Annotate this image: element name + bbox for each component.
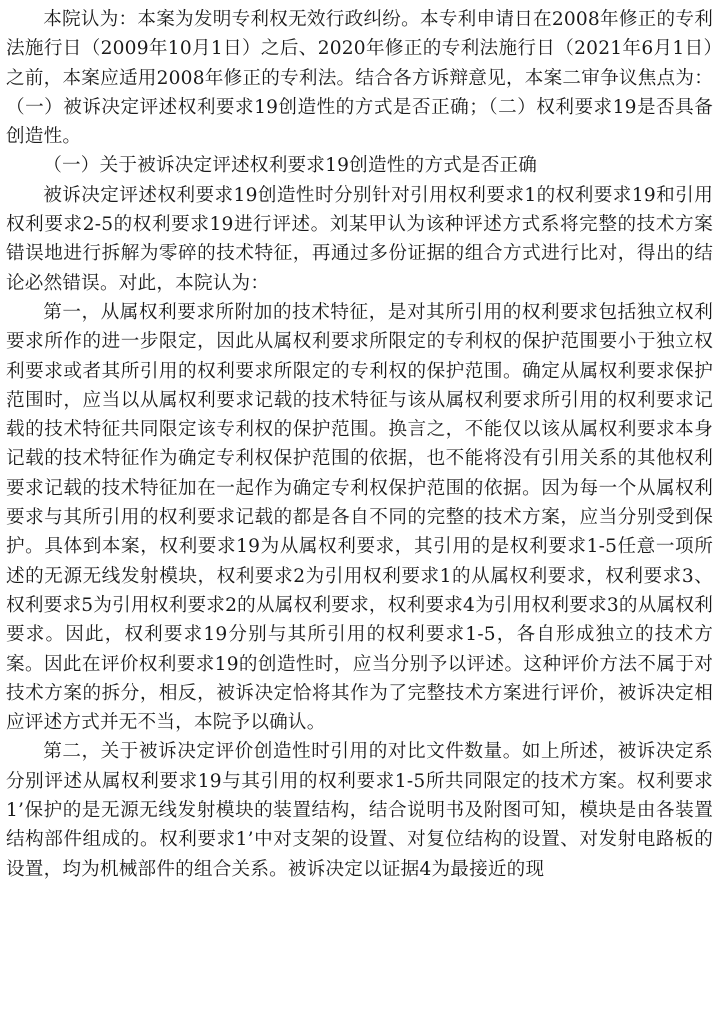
paragraph-point-two: 第二，关于被诉决定评价创造性时引用的对比文件数量。如上所述，被诉决定系分别评述从属权利要求19与其引用的权利要求1-5所共同限定的技术方案。权利要求1’保护的是无源无线发射模块的装置结构，结合说明书及附图可知，模块是由各装置结构部件组成的。权利要求1’中对支架的设置、对复位结构的设置、对发射电路板的设置，均为机械部件的组合关系。被诉决定以证据4为最接近的现 (6, 741, 713, 880)
paragraph-point-one: 第一，从属权利要求所附加的技术特征，是对其所引用的权利要求包括独立权利要求所作的进一步限定，因此从属权利要求所限定的专利权的保护范围要小于独立权利要求或者其所引用的权利要求所限定的专利权的保护范围。确定从属权利要求保护范围时，应当以从属权利要求记载的技术特征与该从属权利要求所引用的权利要求记载的技术特征共同限定该专利权的保护范围。换言之，不能仅以该从属权利要求本身记载的技术特征作为确定专利权保护范围的依据，也不能将没有引用关系的其他权利要求记载的技术特征加在一起作为确定专利权保护范围的依据。因为每一个从属权利要求与其所引用的权利要求记载的都是各自不同的完整的技术方案，应当分别受到保护。具体到本案，权利要求19为从属权利要求，其引用的是权利要求1-5任意一项所述的无源无线发射模块，权利要求2为引用权利要求1的从属权利要求，权利要求3、权利要求5为引用权利要求2的从属权利要求，权利要求4为引用权利要求3的从属权利要求。因此，权利要求19分别与其所引用的权利要求1-5，各自形成独立的技术方案。因此在评价权利要求19的创造性时，应当分别予以评述。这种评价方法不属于对技术方案的拆分，相反，被诉决定恰将其作为了完整技术方案进行评价，被诉决定相应评述方式并无不当，本院予以确认。 (6, 301, 713, 734)
paragraph-court-opinion-intro: 本院认为：本案为发明专利权无效行政纠纷。本专利申请日在2008年修正的专利法施行日（2009年10月1日）之后、2020年修正的专利法施行日（2021年6月1日）之前，本案应适用2008年修正的专利法。结合各方诉辩意见，本案二审争议焦点为：（一）被诉决定评述权利要求19创造性的方式是否正确；（二）权利要求19是否具备创造性。 (6, 9, 713, 148)
paragraph-evaluation-method: 被诉决定评述权利要求19创造性时分别针对引用权利要求1的权利要求19和引用权利要求2-5的权利要求19进行评述。刘某甲认为该种评述方式系将完整的技术方案错误地进行拆解为零碎的技术特征，再通过多份证据的组合方式进行比对，得出的结论必然错误。对此，本院认为： (6, 184, 713, 294)
section-heading-issue-one: （一）关于被诉决定评述权利要求19创造性的方式是否正确 (43, 155, 538, 177)
